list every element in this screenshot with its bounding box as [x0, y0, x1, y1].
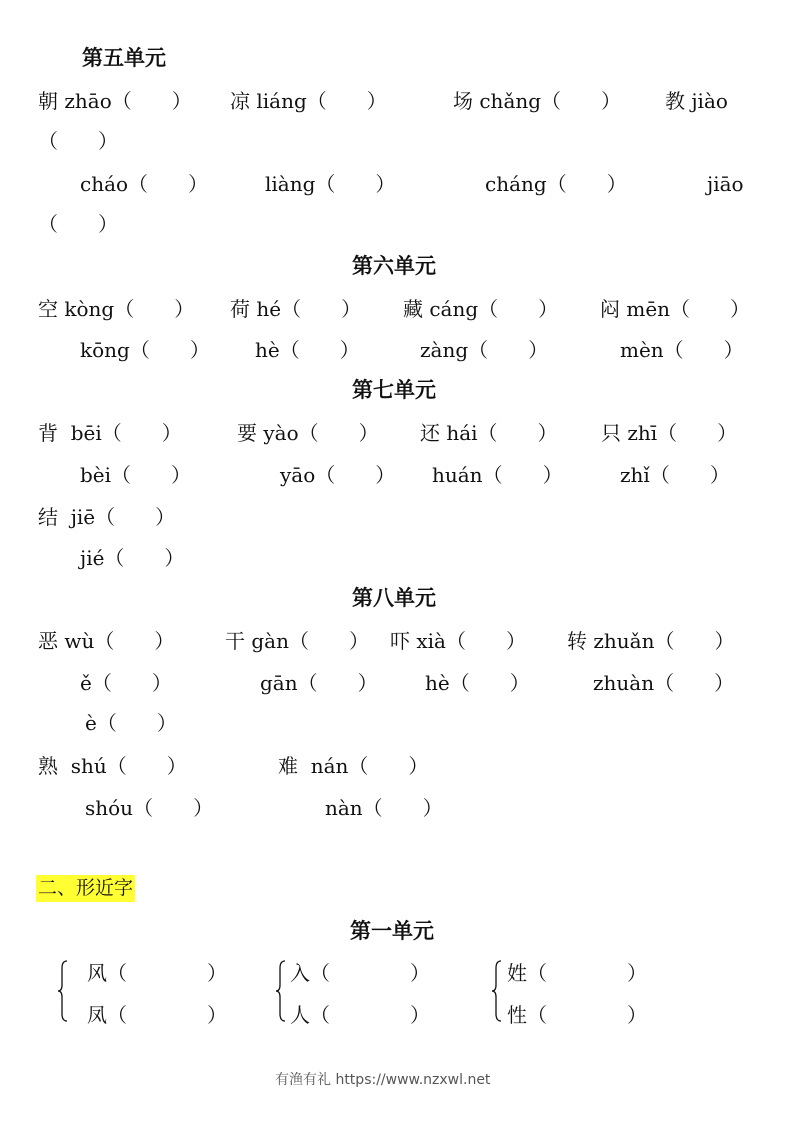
unit5-row2-item1: cháo（ ） — [80, 172, 209, 196]
group1-bottom: 凤（ ） — [87, 1003, 227, 1027]
unit7-row1-item2: 要 yào（ ） — [237, 421, 379, 445]
unit5-row2-item4: jiāo — [707, 172, 744, 196]
footer-watermark: 有渔有礼 https://www.nzxwl.net — [275, 1072, 491, 1088]
unit5-row2-cont: （ ） — [38, 212, 118, 236]
unit8-row4-item2: 难 nán（ ） — [278, 754, 429, 778]
group3-bottom: 性（ ） — [507, 1003, 647, 1027]
group2-bottom: 人（ ） — [290, 1003, 430, 1027]
unit6-heading: 第六单元 — [352, 254, 436, 278]
unit7-row2-item2: yāo（ ） — [280, 463, 396, 487]
unit8-row3: è（ ） — [85, 711, 177, 735]
unit5-row2-item2: liàng（ ） — [265, 172, 396, 196]
group1-top: 风（ ） — [87, 961, 227, 985]
unit7-row1-item3: 还 hái（ ） — [420, 421, 558, 445]
brace-icon — [58, 960, 68, 1022]
unit8-heading: 第八单元 — [352, 586, 436, 610]
unit7-heading: 第七单元 — [352, 378, 436, 402]
section2-unit1-heading: 第一单元 — [350, 919, 434, 943]
brace-icon — [492, 960, 502, 1022]
unit8-row2-item2: gān（ ） — [260, 671, 378, 695]
unit6-row1-item3: 藏 cáng（ ） — [403, 297, 559, 321]
unit8-row5-item2: nàn（ ） — [325, 796, 443, 820]
brace-icon — [276, 960, 286, 1022]
unit8-row2-item3: hè（ ） — [425, 671, 530, 695]
unit5-heading: 第五单元 — [82, 46, 166, 70]
unit8-row1-item3: 吓 xià（ ） — [390, 629, 526, 653]
unit6-row1-item2: 荷 hé（ ） — [230, 297, 362, 321]
unit8-row2-item1: ě（ ） — [80, 671, 172, 695]
unit8-row1-item1: 恶 wù（ ） — [38, 629, 175, 653]
unit8-row1-item4: 转 zhuǎn（ ） — [567, 629, 735, 653]
group2-top: 入（ ） — [290, 961, 430, 985]
unit7-row3: 结 jiē（ ） — [38, 505, 176, 529]
unit8-row5-item1: shóu（ ） — [85, 796, 214, 820]
unit7-row4: jié（ ） — [80, 546, 185, 570]
unit5-row1-item3: 场 chǎng（ ） — [453, 89, 622, 113]
unit7-row1-item1: 背 bēi（ ） — [38, 421, 182, 445]
unit5-row1-cont: （ ） — [38, 129, 118, 153]
unit6-row2-item1: kōng（ ） — [80, 338, 210, 362]
unit6-row2-item3: zàng（ ） — [420, 338, 549, 362]
group3-top: 姓（ ） — [507, 961, 647, 985]
unit7-row1-item4: 只 zhī（ ） — [601, 421, 738, 445]
unit8-row4-item1: 熟 shú（ ） — [38, 754, 187, 778]
unit5-row1-item1: 朝 zhāo（ ） — [38, 89, 192, 113]
unit7-row2-item4: zhǐ（ ） — [620, 463, 730, 487]
unit7-row2-item3: huán（ ） — [432, 463, 563, 487]
section2-title: 二、形近字 — [36, 875, 135, 902]
unit6-row1-item1: 空 kòng（ ） — [38, 297, 195, 321]
unit5-row1-item2: 凉 liáng（ ） — [230, 89, 387, 113]
unit6-row2-item2: hè（ ） — [255, 338, 360, 362]
unit5-row1-item4: 教 jiào — [665, 89, 728, 113]
unit8-row1-item2: 干 gàn（ ） — [225, 629, 369, 653]
unit6-row2-item4: mèn（ ） — [620, 338, 744, 362]
unit7-row2-item1: bèi（ ） — [80, 463, 192, 487]
unit5-row2-item3: cháng（ ） — [485, 172, 627, 196]
unit6-row1-item4: 闷 mēn（ ） — [600, 297, 751, 321]
unit8-row2-item4: zhuàn（ ） — [593, 671, 735, 695]
